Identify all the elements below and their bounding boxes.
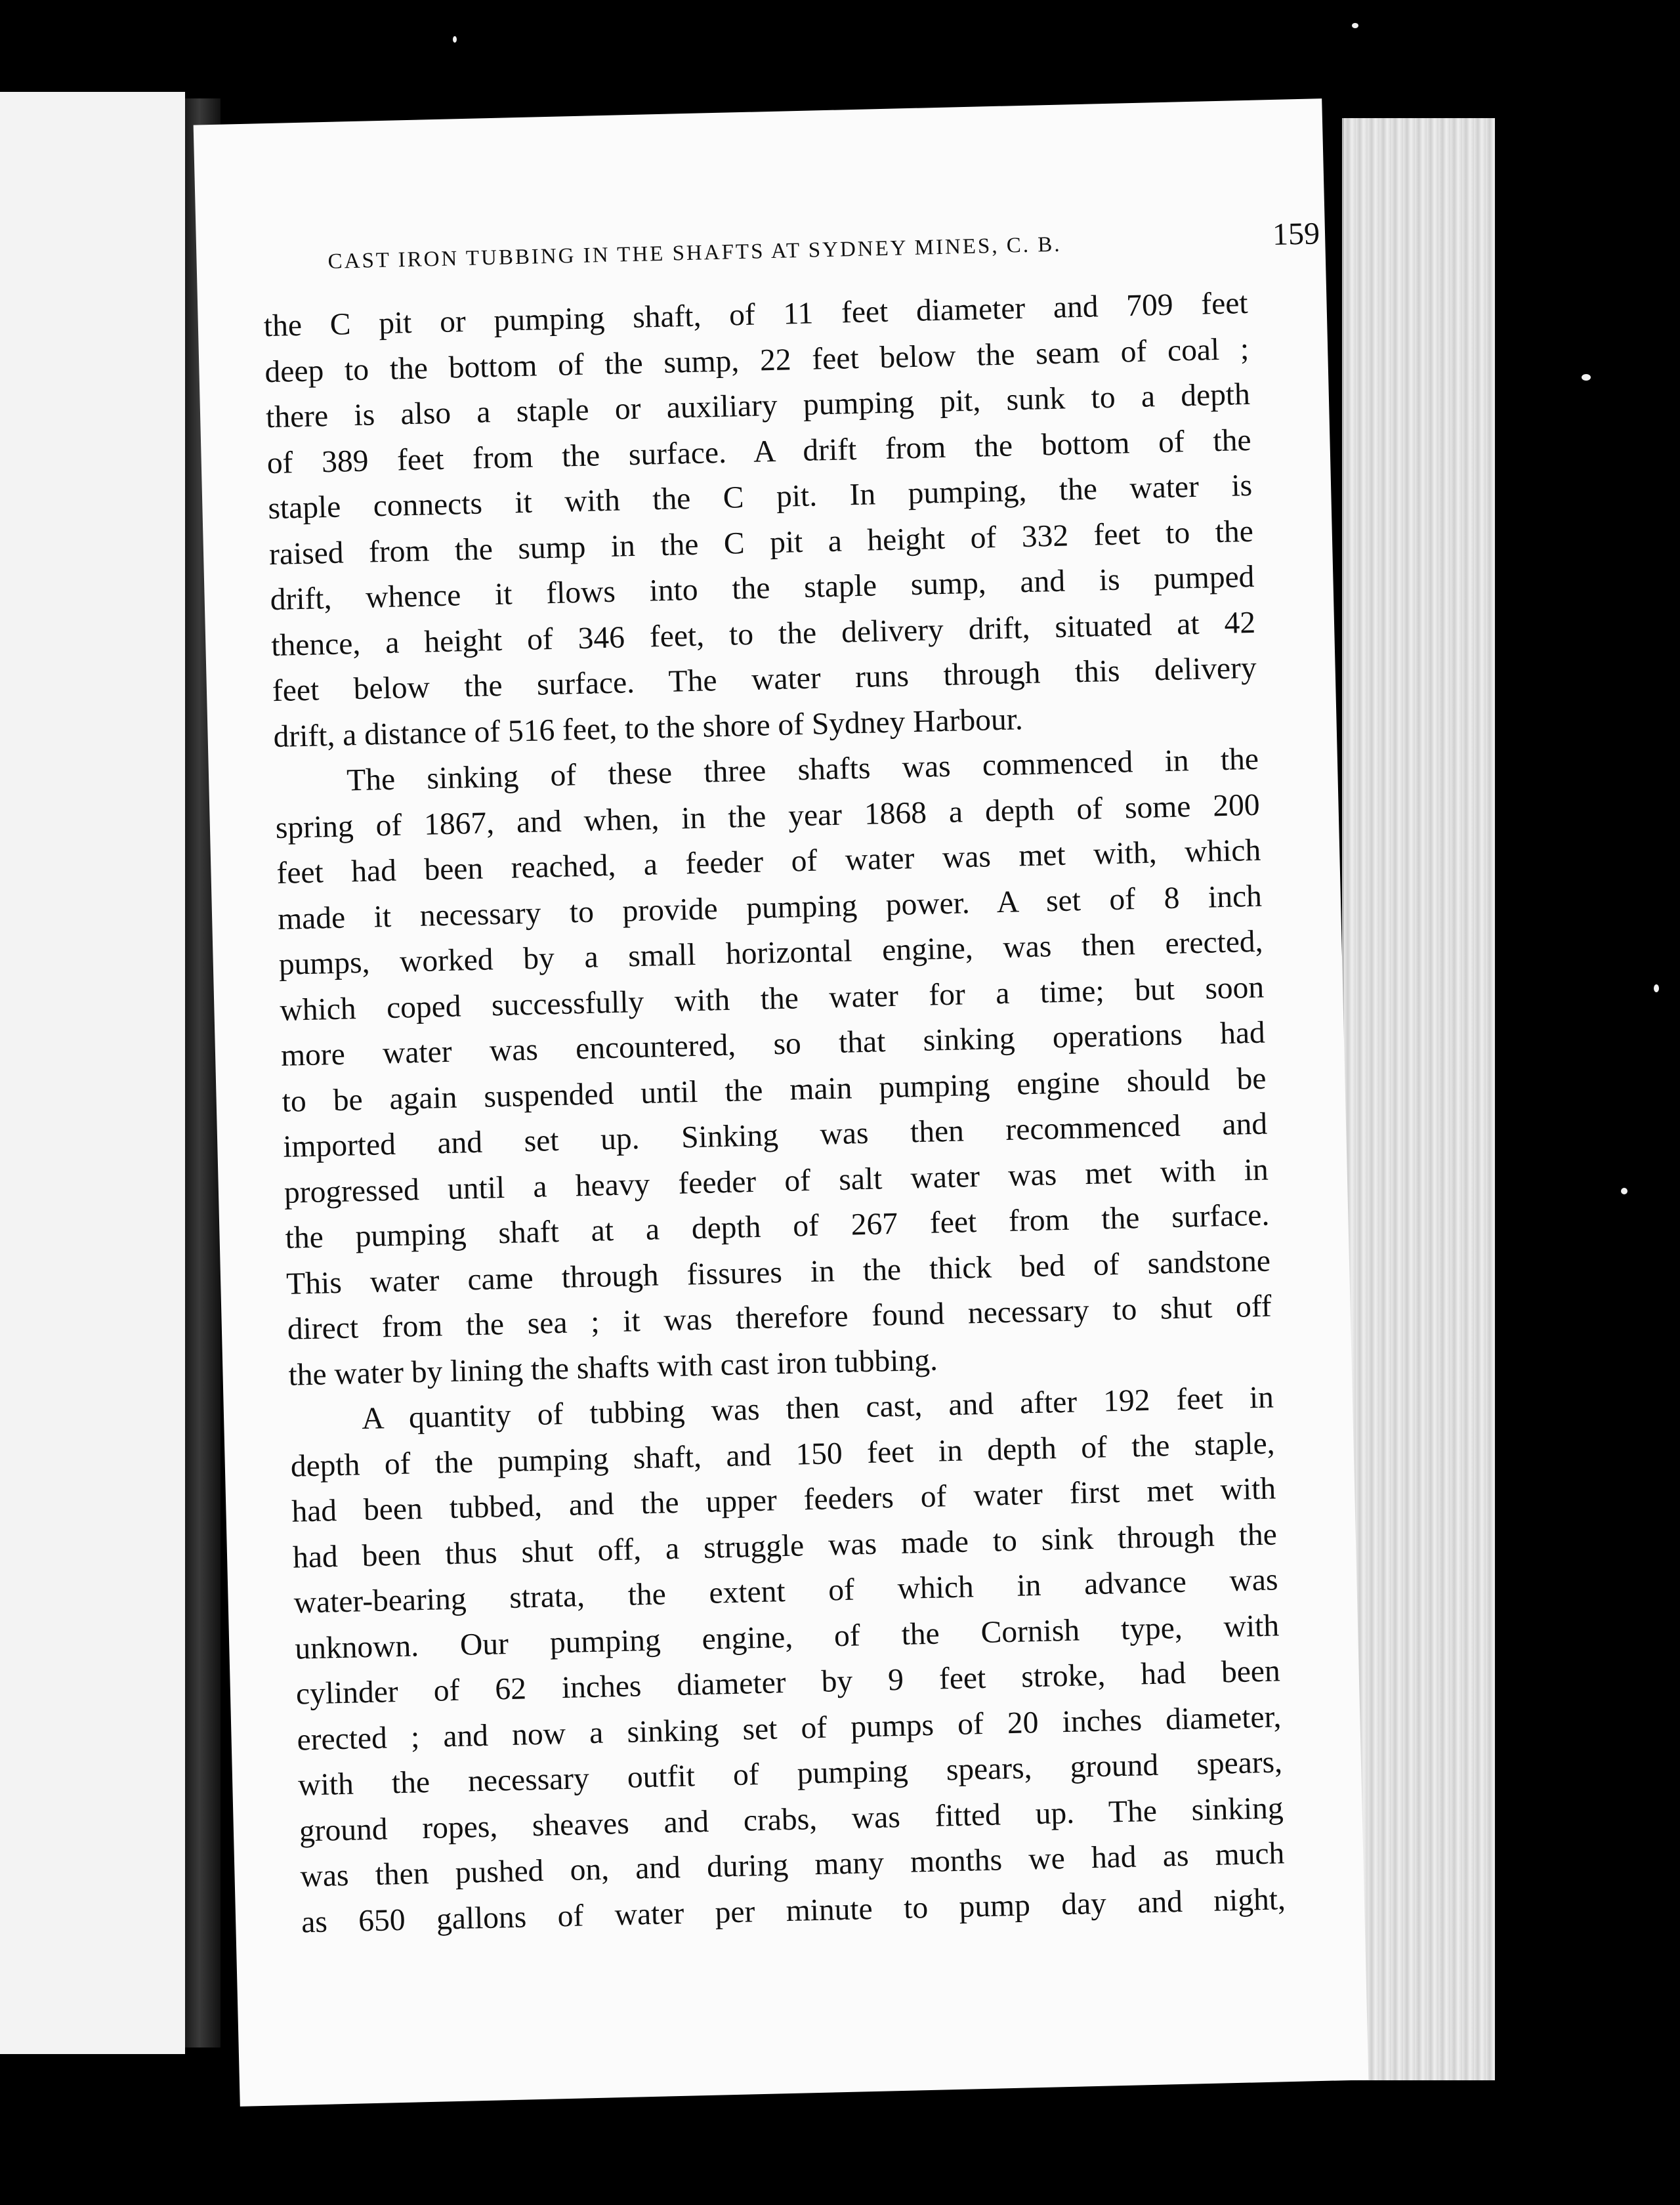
text-line: drift, a distance of 516 feet, to the shore of Sydney Harbour. (273, 702, 1024, 754)
page-body (263, 281, 1286, 1946)
text-line: of 389 feet from the surface. A drift from the bottom of the (266, 423, 1252, 480)
text-line: raised from the sump in the C pit a height of 332 feet to the (268, 514, 1254, 572)
text-line: made it necessary to provide pumping power. A set of 8 inch (277, 879, 1263, 936)
dust-speck (1654, 984, 1659, 992)
text-line: the pumping shaft at a depth of 267 feet from the surface. (285, 1198, 1270, 1255)
page-edges (1342, 118, 1495, 2080)
text-line: thence, a height of 346 feet, to the delivery drift, situated at 42 (270, 605, 1256, 663)
text-line: feet had been reached, a feeder of water was met with, which (276, 833, 1261, 891)
text-line: water-bearing strata, the extent of which in advance was (293, 1563, 1278, 1620)
text-line: pumps, worked by a small horizontal engine, was then erected, (278, 924, 1264, 982)
text-line: spring of 1867, and when, in the year 1868 a depth of some 200 (275, 788, 1261, 845)
text-line: had been thus shut off, a struggle was made to sink through the (292, 1517, 1278, 1575)
text-line: was then pushed on, and during many months we had as much (299, 1836, 1285, 1894)
text-line: there is also a staple or auxiliary pumping pit, sunk to a depth (265, 377, 1251, 435)
dust-speck (1582, 374, 1591, 381)
text-line: direct from the sea ; it was therefore found necessary to shut off (287, 1289, 1272, 1347)
running-head: CAST IRON TUBBING IN THE SHAFTS AT SYDNEY MINES, C. B. (327, 232, 1062, 274)
text-line: as 650 gallons of water per minute to pump day and night, (301, 1881, 1286, 1940)
text-line: staple connects it with the C pit. In pumping, the water is (267, 468, 1253, 526)
text-line: depth of the pumping shaft, and 150 feet in depth of the staple, (290, 1425, 1276, 1484)
text-line: the water by lining the shafts with cast iron tubbing. (287, 1342, 938, 1393)
text-line: to be again suspended until the main pumping engine should be (282, 1061, 1267, 1119)
left-facing-page (0, 92, 185, 2054)
page-number: 159 (1272, 216, 1320, 252)
text-line: A quantity of tubbing was then cast, and after 192 feet in (361, 1380, 1274, 1437)
dust-speck (453, 36, 457, 43)
text-line: erected ; and now a sinking set of pumps of 20 inches diameter, (297, 1699, 1282, 1757)
text-line: cylinder of 62 inches diameter by 9 feet stroke, had been (295, 1654, 1281, 1712)
text-line: progressed until a heavy feeder of salt water was met with in (284, 1152, 1269, 1210)
text-line: imported and set up. Sinking was then recommenced and (282, 1106, 1268, 1164)
text-line: drift, whence it flows into the staple sump, and is pumped (270, 559, 1255, 618)
book-page (194, 98, 1369, 2107)
text-line: with the necessary outfit of pumping spears, ground spears, (297, 1745, 1283, 1803)
text-line: unknown. Our pumping engine, of the Cornish type, with (294, 1608, 1280, 1666)
text-line: This water came through fissures in the thick bed of sandstone (285, 1244, 1271, 1301)
text-line: the C pit or pumping shaft, of 11 feet diameter and 709 feet (263, 285, 1249, 344)
text-line: more water was encountered, so that sinking operations had (280, 1015, 1266, 1073)
text-line: ground ropes, sheaves and crabs, was fitted up. The sinking (299, 1790, 1284, 1849)
text-line: The sinking of these three shafts was commenced in the (346, 742, 1259, 798)
text-line: had been tubbed, and the upper feeders of water first met with (291, 1471, 1276, 1529)
dust-speck (1352, 23, 1358, 28)
text-line: which coped successfully with the water for a time; but soon (279, 970, 1265, 1028)
dust-speck (1621, 1188, 1628, 1194)
text-line: deep to the bottom of the sump, 22 feet below the seam of coal ; (264, 331, 1250, 389)
text-line: feet below the surface. The water runs through this delivery (272, 650, 1257, 709)
